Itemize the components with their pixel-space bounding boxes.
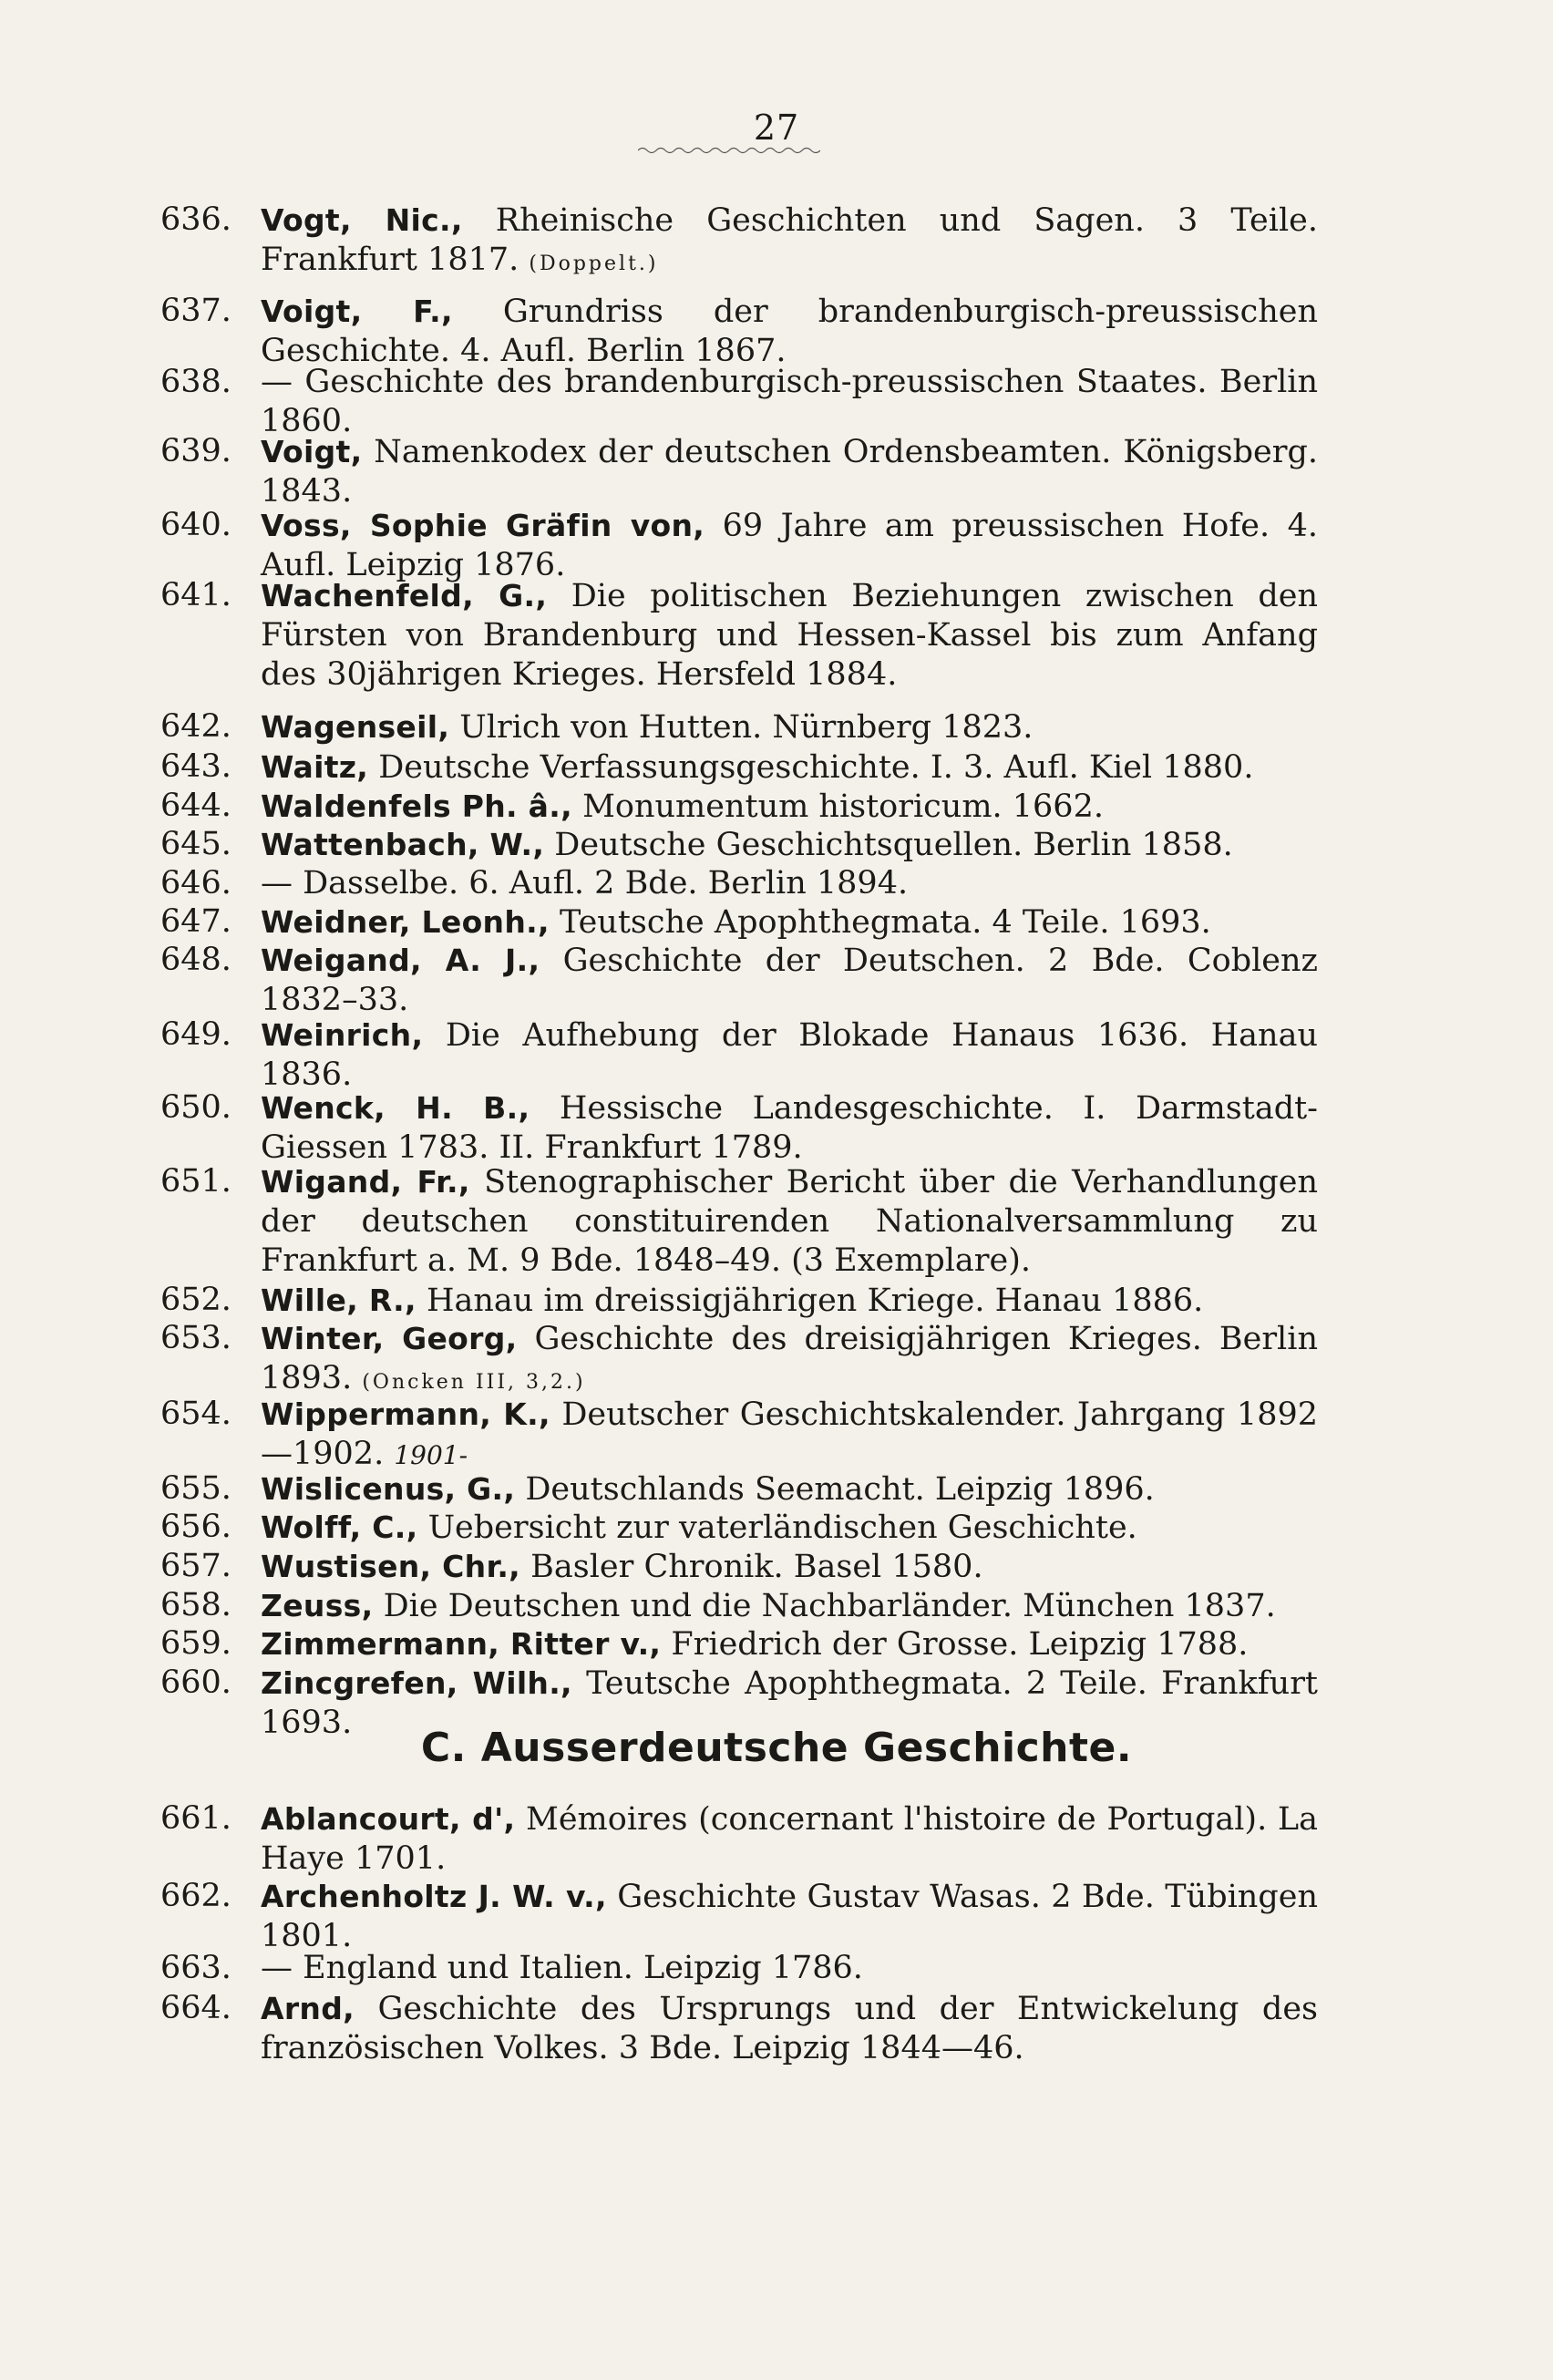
entry-author: Archenholtz J. W. v., xyxy=(261,1879,607,1914)
entry-text xyxy=(261,1281,1318,1321)
entry-author: Ablancourt, d', xyxy=(261,1801,516,1837)
entry-text xyxy=(261,1319,1318,1402)
entry-author: Wille, R., xyxy=(261,1283,417,1318)
entry-number: 652. xyxy=(160,1282,231,1318)
entry-description: Teutsche Apophthegmata. 2 Teile. Frankfurt 1693. xyxy=(261,1665,1318,1741)
entry-author: Wattenbach, W., xyxy=(261,827,545,862)
entry-number: 655. xyxy=(160,1470,231,1507)
entry-text xyxy=(261,1877,1318,1956)
entry-author: Voigt, xyxy=(261,434,363,469)
entry-description: Rheinische Geschichten und Sagen. 3 Teile. Frankfurt 1817. xyxy=(261,202,1318,278)
entry-text xyxy=(261,201,1318,283)
entry-author: Wolff, C., xyxy=(261,1509,418,1545)
entry-description: Die Aufhebung der Blokade Hanaus 1636. Hanau 1836. xyxy=(261,1017,1318,1093)
entry-author: Wenck, H. B., xyxy=(261,1090,530,1126)
entry-author: Zimmermann, Ritter v., xyxy=(261,1626,662,1662)
entry-description: Ulrich von Hutten. Nürnberg 1823. xyxy=(449,709,1034,746)
entry-description: Monumentum historicum. 1662. xyxy=(571,788,1104,825)
entry-number: 646. xyxy=(160,865,231,902)
entry-text xyxy=(261,1624,1318,1664)
entry-number: 640. xyxy=(160,507,231,543)
entry-author: Arnd, xyxy=(261,1991,355,2026)
entry-description: Uebersicht zur vaterländischen Geschichte. xyxy=(417,1509,1137,1546)
entry-text xyxy=(261,1989,1318,2068)
entry-author: Wislicenus, G., xyxy=(261,1471,516,1507)
entry-author: Vogt, Nic., xyxy=(261,202,463,238)
entry-description: 69 Jahre am preussischen Hofe. 4. Aufl. Leipzig 1876. xyxy=(261,508,1318,583)
entry-number: 663. xyxy=(160,1950,231,1986)
entry-author: Wigand, Fr., xyxy=(261,1164,470,1200)
entry-description: Teutsche Apophthegmata. 4 Teile. 1693. xyxy=(549,904,1211,941)
entry-text xyxy=(261,1088,1318,1168)
entry-author: Wippermann, K., xyxy=(261,1396,550,1432)
entry-author: Wustisen, Chr., xyxy=(261,1549,521,1584)
entry-text xyxy=(261,1799,1318,1879)
entry-number: 654. xyxy=(160,1396,231,1432)
entry-description: Hessische Landesgeschichte. I. Darmstadt-Giessen 1783. II. Frankfurt 1789. xyxy=(261,1090,1318,1166)
entry-text xyxy=(261,1586,1318,1626)
entry-description: Namenkodex der deutschen Ordensbeamten. Königsberg. 1843. xyxy=(261,434,1318,510)
entry-text xyxy=(261,432,1318,511)
entry-author: Voigt, F., xyxy=(261,294,453,329)
entry-number: 656. xyxy=(160,1509,231,1545)
entry-number: 636. xyxy=(160,201,231,238)
entry-author: Wagenseil, xyxy=(261,709,450,745)
section-heading: C. Ausserdeutsche Geschichte. xyxy=(420,1725,1133,1771)
entry-description: Basler Chronik. Basel 1580. xyxy=(520,1549,983,1585)
entry-text xyxy=(261,576,1318,695)
handwritten-annotation: 1901- xyxy=(394,1440,468,1470)
entry-number: 664. xyxy=(160,1990,231,2026)
entry-number: 645. xyxy=(160,826,231,862)
entry-text xyxy=(261,902,1318,943)
entry-description: Deutsche Geschichtsquellen. Berlin 1858. xyxy=(544,827,1233,863)
entry-text xyxy=(261,941,1318,1020)
entry-text xyxy=(261,292,1318,371)
entry-description: — Dasselbe. 6. Aufl. 2 Bde. Berlin 1894. xyxy=(261,865,909,902)
entry-number: 642. xyxy=(160,708,231,745)
entry-number: 653. xyxy=(160,1320,231,1356)
entry-number: 662. xyxy=(160,1878,231,1914)
entry-author: Weinrich, xyxy=(261,1017,424,1053)
page-number: 27 xyxy=(753,108,800,148)
entry-number: 644. xyxy=(160,788,231,824)
entry-number: 657. xyxy=(160,1548,231,1584)
entry-text xyxy=(261,1162,1318,1281)
entry-description: Deutsche Verfassungsgeschichte. I. 3. Aufl. Kiel 1880. xyxy=(368,749,1254,786)
entry-author: Winter, Georg, xyxy=(261,1321,518,1356)
entry-description: Geschichte des dreisigjährigen Krieges. Berlin 1893. xyxy=(261,1321,1318,1396)
entry-author: Waitz, xyxy=(261,749,369,785)
entry-text xyxy=(261,787,1318,827)
entry-text xyxy=(261,864,1318,903)
entry-number: 637. xyxy=(160,293,231,329)
entry-number: 649. xyxy=(160,1016,231,1053)
entry-text xyxy=(261,506,1318,585)
entry-description: Geschichte des Ursprungs und der Entwickelung des französischen Volkes. 3 Bde. Leipzig 1844—46. xyxy=(261,1991,1318,2066)
entry-author: Wachenfeld, G., xyxy=(261,578,548,613)
entry-text xyxy=(261,1949,1318,1988)
entry-description: Friedrich der Grosse. Leipzig 1788. xyxy=(661,1626,1249,1663)
entry-description: Mémoires (concernant l'histoire de Portugal). La Haye 1701. xyxy=(261,1801,1318,1877)
entry-text xyxy=(261,1395,1318,1475)
entry-text xyxy=(261,1469,1318,1509)
entry-number: 661. xyxy=(160,1800,231,1837)
entry-text xyxy=(261,1015,1318,1095)
entry-text xyxy=(261,825,1318,865)
entry-number: 638. xyxy=(160,364,231,400)
entry-author: Zeuss, xyxy=(261,1588,374,1623)
entry-author: Voss, Sophie Gräfin von, xyxy=(261,508,705,543)
entry-author: Weigand, A. J., xyxy=(261,943,540,978)
entry-description: Deutschlands Seemacht. Leipzig 1896. xyxy=(515,1471,1155,1508)
entry-text xyxy=(261,1508,1318,1548)
entry-description: — England und Italien. Leipzig 1786. xyxy=(261,1950,863,1986)
entry-description: — Geschichte des brandenburgisch-preussischen Staates. Berlin 1860. xyxy=(261,364,1318,439)
entry-description: Hanau im dreissigjährigen Kriege. Hanau 1886. xyxy=(416,1283,1204,1319)
entry-number: 648. xyxy=(160,942,231,978)
entry-description: Stenographischer Bericht über die Verhandlungen der deutschen constituirenden Nationalversammlung zu Frankfurt a. M. 9 Bde. 1848–49. (3 Exemplare). xyxy=(261,1164,1318,1279)
entry-text xyxy=(261,1547,1318,1587)
entry-description: Grundriss der brandenburgisch-preussischen Geschichte. 4. Aufl. Berlin 1867. xyxy=(261,294,1318,369)
entry-number: 650. xyxy=(160,1089,231,1126)
entry-number: 658. xyxy=(160,1587,231,1623)
entry-description: Deutscher Geschichtskalender. Jahrgang 1892—1902. xyxy=(261,1396,1319,1472)
entry-number: 660. xyxy=(160,1664,231,1701)
entry-description: Die politischen Beziehungen zwischen den Fürsten von Brandenburg und Hessen-Kassel bis zum Anfang des 30jährigen Krieges. Hersfeld 1884. xyxy=(261,578,1318,693)
entry-description: Geschichte der Deutschen. 2 Bde. Coblenz 1832–33. xyxy=(261,943,1318,1018)
page-number-ornament xyxy=(638,146,820,155)
entry-author: Zincgrefen, Wilh., xyxy=(261,1665,572,1701)
entry-description: Geschichte Gustav Wasas. 2 Bde. Tübingen 1801. xyxy=(261,1879,1318,1954)
entry-text xyxy=(261,747,1318,788)
entry-author: Waldenfels Ph. â., xyxy=(261,788,572,824)
entry-text xyxy=(261,363,1318,441)
entry-number: 639. xyxy=(160,433,231,469)
entry-number: 647. xyxy=(160,903,231,940)
entry-number: 641. xyxy=(160,577,231,613)
entry-note: (Doppelt.) xyxy=(529,252,659,275)
entry-author: Weidner, Leonh., xyxy=(261,904,550,940)
entry-description: Die Deutschen und die Nachbarländer. München 1837. xyxy=(373,1588,1276,1624)
entry-number: 651. xyxy=(160,1163,231,1200)
entry-number: 659. xyxy=(160,1625,231,1662)
entry-number: 643. xyxy=(160,748,231,785)
entry-text xyxy=(261,707,1318,747)
entry-note: (Oncken III, 3,2.) xyxy=(362,1371,586,1394)
